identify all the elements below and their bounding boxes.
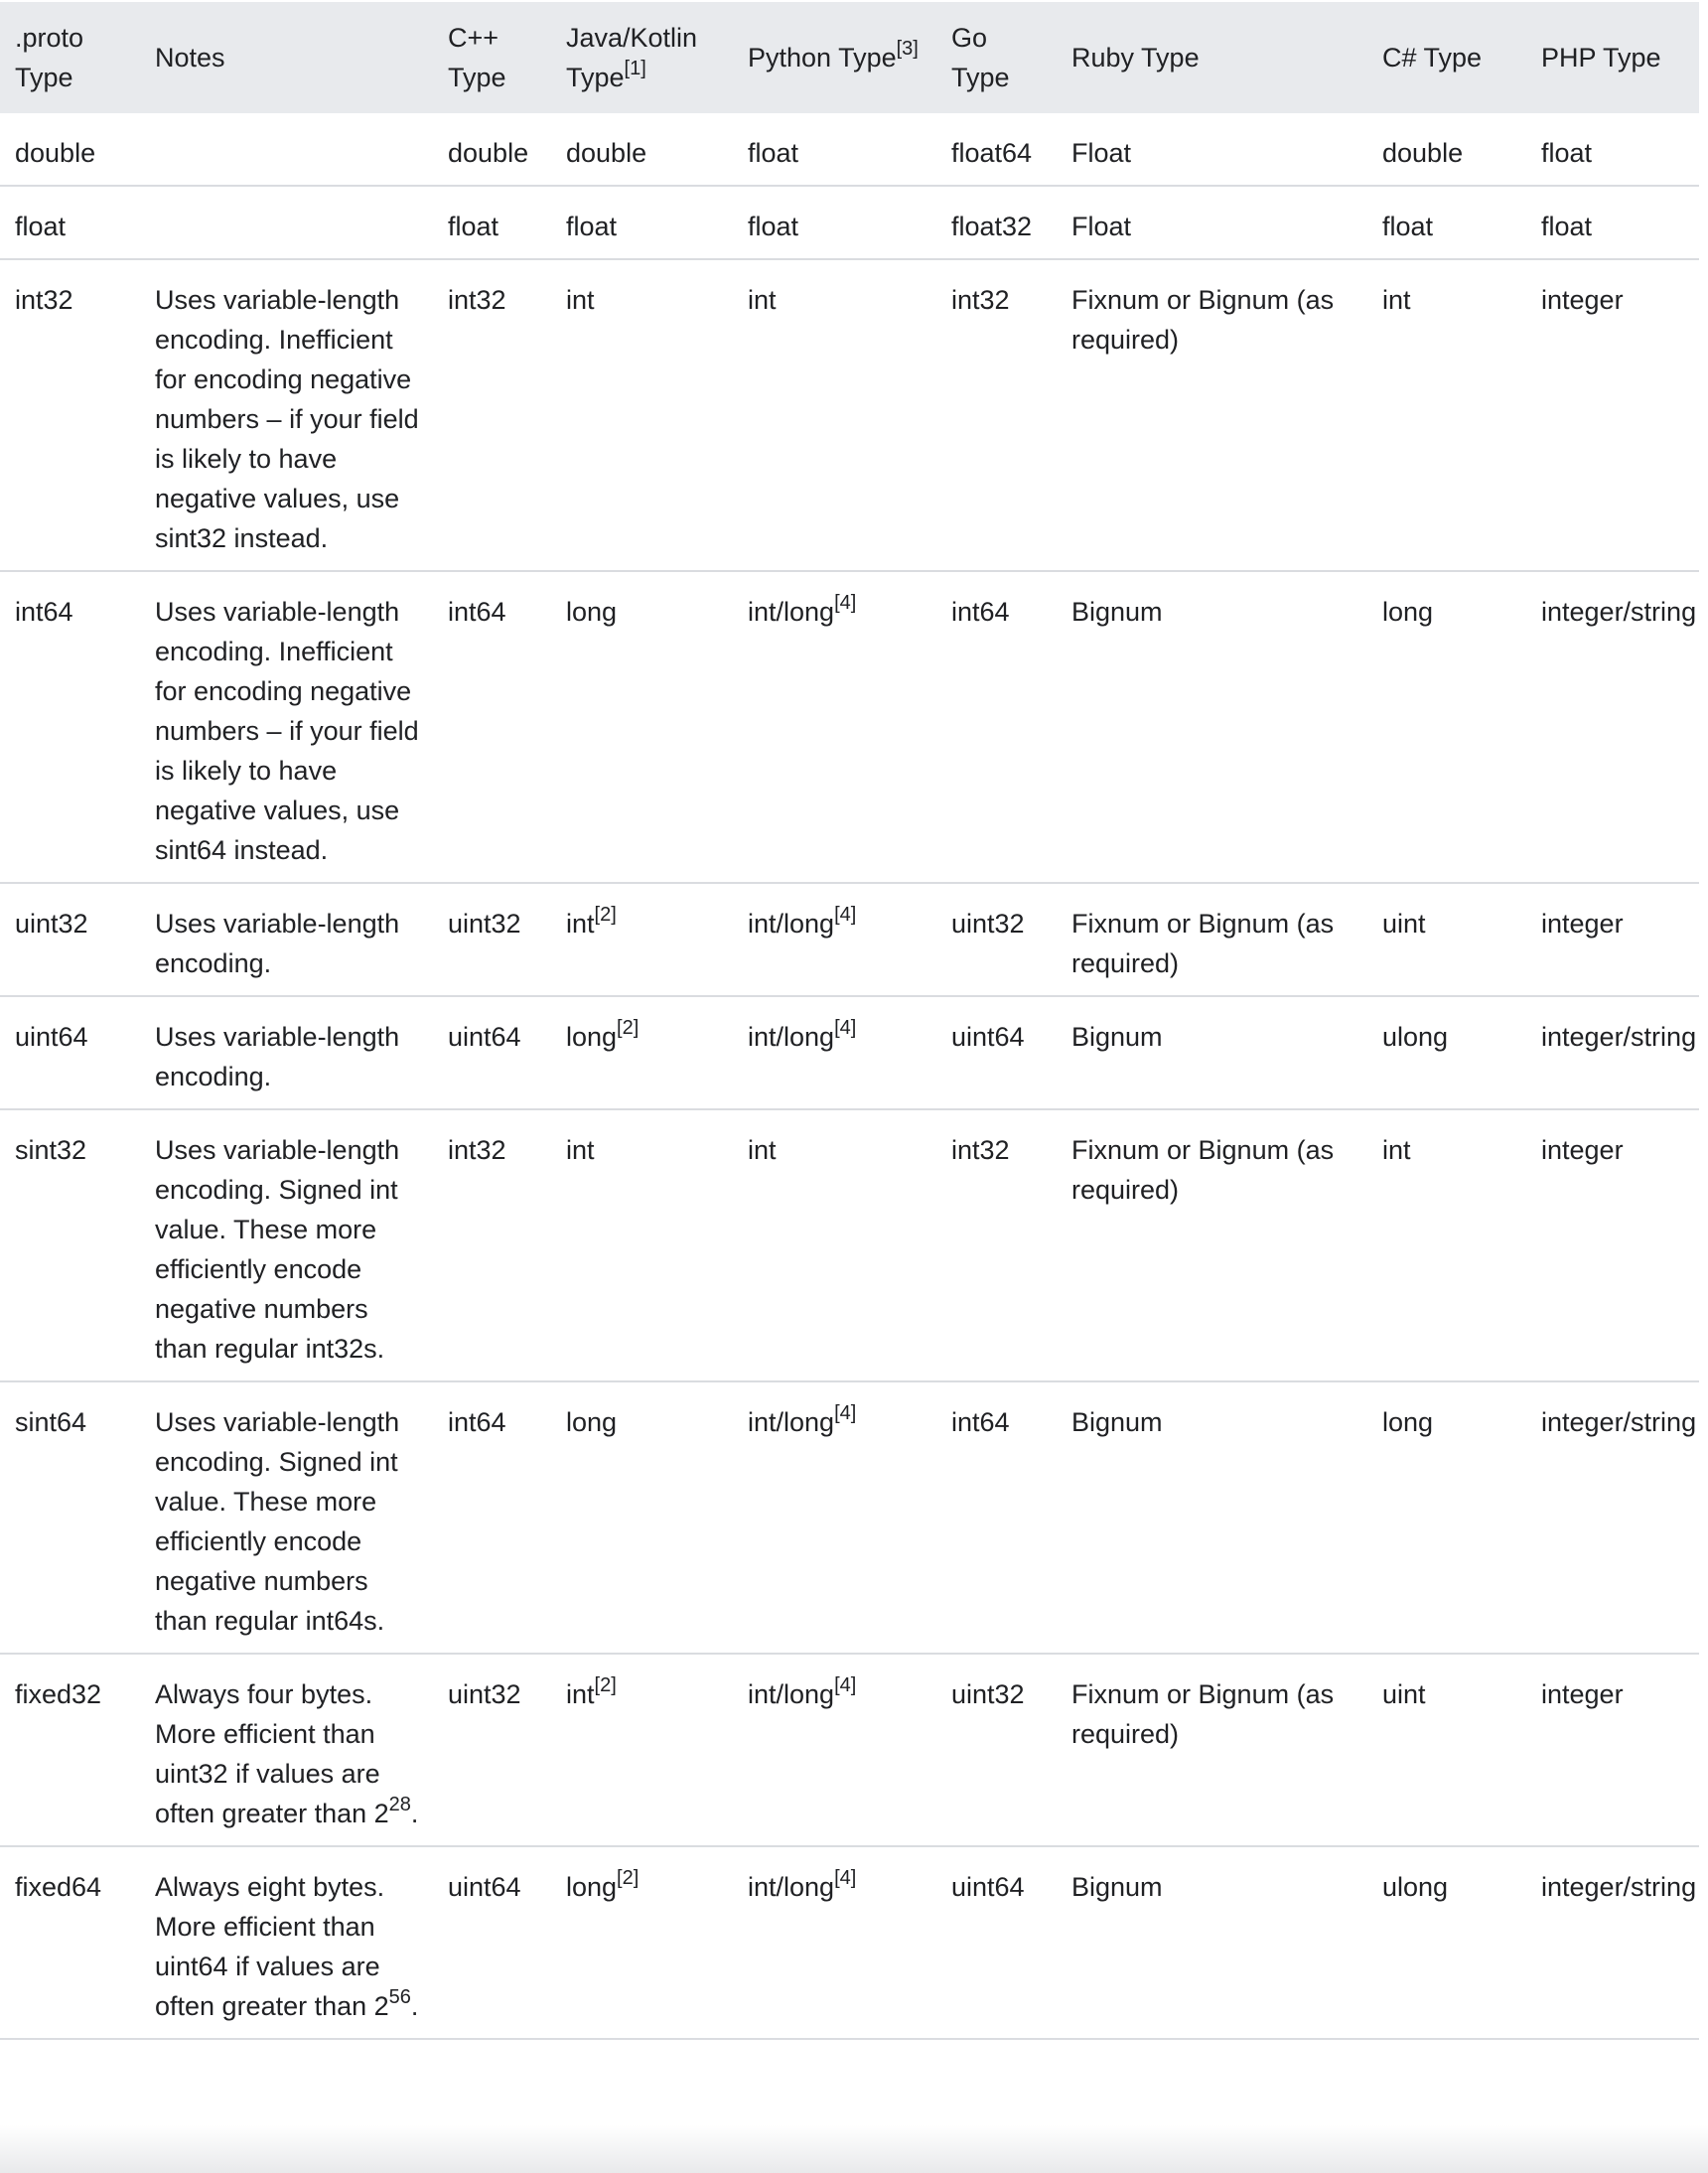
cell-go-type: uint64 (936, 996, 1057, 1109)
cell-csharp-type: long (1367, 571, 1526, 883)
cell-ruby-type: Bignum (1057, 996, 1367, 1109)
cell-ruby-type: Fixnum or Bignum (as required) (1057, 1109, 1367, 1381)
cell-notes: Always eight bytes. More efficient than uint64 if values are often greater than $2^{56}$. (140, 1846, 433, 2039)
exponent: 56 (388, 1986, 411, 2008)
footnote-ref[interactable]: [4] (834, 1674, 857, 1696)
cell-php-type: integer (1526, 259, 1699, 571)
cell-csharp-type: int (1367, 259, 1526, 571)
cell-proto-type: double (0, 113, 140, 186)
header-csharp-type: C# Type (1367, 2, 1526, 113)
cell-java-type: int[2] (551, 1654, 733, 1846)
cell-cpp-type: int64 (433, 571, 551, 883)
table-row (0, 1109, 1699, 1381)
cell-proto-type: uint32 (0, 883, 140, 996)
footnote-ref[interactable]: [4] (834, 1017, 857, 1039)
cell-notes: Uses variable-length encoding. Signed int value. These more efficiently encode negative numbers than regular int64s. (140, 1381, 433, 1654)
cell-java-type: float (551, 186, 733, 259)
cell-go-type: uint32 (936, 883, 1057, 996)
cell-ruby-type: Float (1057, 186, 1367, 259)
cell-csharp-type: double (1367, 113, 1526, 186)
cell-cpp-type: uint64 (433, 996, 551, 1109)
cell-cpp-type: uint64 (433, 1846, 551, 2039)
footnote-ref[interactable]: [3] (896, 38, 919, 60)
cell-csharp-type: ulong (1367, 1846, 1526, 2039)
cell-proto-type: int32 (0, 259, 140, 571)
table-header (0, 2, 1699, 113)
cell-go-type: int64 (936, 571, 1057, 883)
cell-python-type: int/long[4] (733, 1654, 936, 1846)
cell-ruby-type: Bignum (1057, 571, 1367, 883)
cell-cpp-type: int64 (433, 1381, 551, 1654)
cell-python-type: int/long[4] (733, 1381, 936, 1654)
cell-java-type: double (551, 113, 733, 186)
cell-php-type: float (1526, 113, 1699, 186)
cell-ruby-type: Fixnum or Bignum (as required) (1057, 883, 1367, 996)
footnote-ref[interactable]: [2] (594, 904, 617, 926)
table-row (0, 259, 1699, 571)
cell-php-type: integer/string (1526, 1846, 1699, 2039)
footnote-ref[interactable]: [4] (834, 1402, 857, 1424)
cell-java-type: long[2] (551, 996, 733, 1109)
table-row (0, 1381, 1699, 1654)
cell-java-type: int (551, 1109, 733, 1381)
cell-cpp-type: float (433, 186, 551, 259)
cell-java-type: int[2] (551, 883, 733, 996)
table-body (0, 113, 1699, 2039)
cell-csharp-type: float (1367, 186, 1526, 259)
header-ruby-type: Ruby Type (1057, 2, 1367, 113)
cell-php-type: integer/string (1526, 1381, 1699, 1654)
cell-proto-type: float (0, 186, 140, 259)
cell-csharp-type: uint (1367, 1654, 1526, 1846)
cell-java-type: int (551, 259, 733, 571)
cell-cpp-type: uint32 (433, 883, 551, 996)
cell-python-type: float (733, 113, 936, 186)
cell-php-type: integer/string (1526, 996, 1699, 1109)
cell-php-type: integer (1526, 1654, 1699, 1846)
cell-go-type: int64 (936, 1381, 1057, 1654)
cell-ruby-type: Fixnum or Bignum (as required) (1057, 1654, 1367, 1846)
cell-python-type: int (733, 259, 936, 571)
cell-csharp-type: ulong (1367, 996, 1526, 1109)
cell-csharp-type: int (1367, 1109, 1526, 1381)
cell-proto-type: sint32 (0, 1109, 140, 1381)
cell-notes: Always four bytes. More efficient than uint32 if values are often greater than $2^{28}$. (140, 1654, 433, 1846)
scalar-types-table (0, 2, 1699, 2040)
cell-go-type: int32 (936, 259, 1057, 571)
footnote-ref[interactable]: [4] (834, 592, 857, 614)
cell-java-type: long[2] (551, 1846, 733, 2039)
cell-ruby-type: Bignum (1057, 1846, 1367, 2039)
cell-proto-type: fixed64 (0, 1846, 140, 2039)
scalar-types-table-container[interactable] (0, 2, 1699, 2173)
table-row (0, 571, 1699, 883)
table-row (0, 186, 1699, 259)
footnote-ref[interactable]: [2] (617, 1017, 640, 1039)
cell-ruby-type: Bignum (1057, 1381, 1367, 1654)
cell-notes (140, 113, 433, 186)
cell-python-type: int/long[4] (733, 571, 936, 883)
footnote-ref[interactable]: [4] (834, 1867, 857, 1889)
cell-cpp-type: int32 (433, 1109, 551, 1381)
cell-php-type: float (1526, 186, 1699, 259)
cell-java-type: long (551, 1381, 733, 1654)
cell-php-type: integer/string (1526, 571, 1699, 883)
cell-cpp-type: int32 (433, 259, 551, 571)
scroll-edge (1699, 0, 1708, 2173)
cell-ruby-type: Fixnum or Bignum (as required) (1057, 259, 1367, 571)
cell-java-type: long (551, 571, 733, 883)
cell-python-type: int/long[4] (733, 883, 936, 996)
cell-ruby-type: Float (1057, 113, 1367, 186)
cell-python-type: int (733, 1109, 936, 1381)
header-row (0, 2, 1699, 113)
table-row (0, 1846, 1699, 2039)
exponent: 28 (388, 1794, 411, 1815)
cell-go-type: uint32 (936, 1654, 1057, 1846)
header-notes: Notes (140, 2, 433, 113)
cell-proto-type: int64 (0, 571, 140, 883)
table-row (0, 113, 1699, 186)
cell-python-type: int/long[4] (733, 996, 936, 1109)
cell-notes: Uses variable-length encoding. Signed int value. These more efficiently encode negative numbers than regular int32s. (140, 1109, 433, 1381)
cell-csharp-type: long (1367, 1381, 1526, 1654)
footnote-ref[interactable]: [1] (624, 58, 646, 79)
cell-go-type: int32 (936, 1109, 1057, 1381)
table-row (0, 996, 1699, 1109)
header-proto-type: .proto Type (0, 2, 140, 113)
cell-csharp-type: uint (1367, 883, 1526, 996)
cell-notes (140, 186, 433, 259)
cell-python-type: float (733, 186, 936, 259)
header-cpp-type: C++ Type (433, 2, 551, 113)
cell-go-type: float32 (936, 186, 1057, 259)
header-php-type: PHP Type (1526, 2, 1699, 113)
header-java-kotlin-type: Java/Kotlin Type[1] (551, 2, 733, 113)
footnote-ref[interactable]: [2] (594, 1674, 617, 1696)
cell-php-type: integer (1526, 883, 1699, 996)
table-row (0, 1654, 1699, 1846)
cell-proto-type: sint64 (0, 1381, 140, 1654)
cell-notes: Uses variable-length encoding. (140, 996, 433, 1109)
cell-cpp-type: uint32 (433, 1654, 551, 1846)
header-python-type: Python Type[3] (733, 2, 936, 113)
footnote-ref[interactable]: [2] (617, 1867, 640, 1889)
cell-go-type: uint64 (936, 1846, 1057, 2039)
cell-notes: Uses variable-length encoding. Inefficient for encoding negative numbers – if your field is likely to have negative values, use sint64 instead. (140, 571, 433, 883)
cell-notes: Uses variable-length encoding. (140, 883, 433, 996)
header-go-type: Go Type (936, 2, 1057, 113)
cell-notes: Uses variable-length encoding. Inefficient for encoding negative numbers – if your field is likely to have negative values, use sint32 instead. (140, 259, 433, 571)
cell-go-type: float64 (936, 113, 1057, 186)
cell-proto-type: fixed32 (0, 1654, 140, 1846)
footnote-ref[interactable]: [4] (834, 904, 857, 926)
cell-python-type: int/long[4] (733, 1846, 936, 2039)
cell-cpp-type: double (433, 113, 551, 186)
cell-proto-type: uint64 (0, 996, 140, 1109)
table-row (0, 883, 1699, 996)
cell-php-type: integer (1526, 1109, 1699, 1381)
